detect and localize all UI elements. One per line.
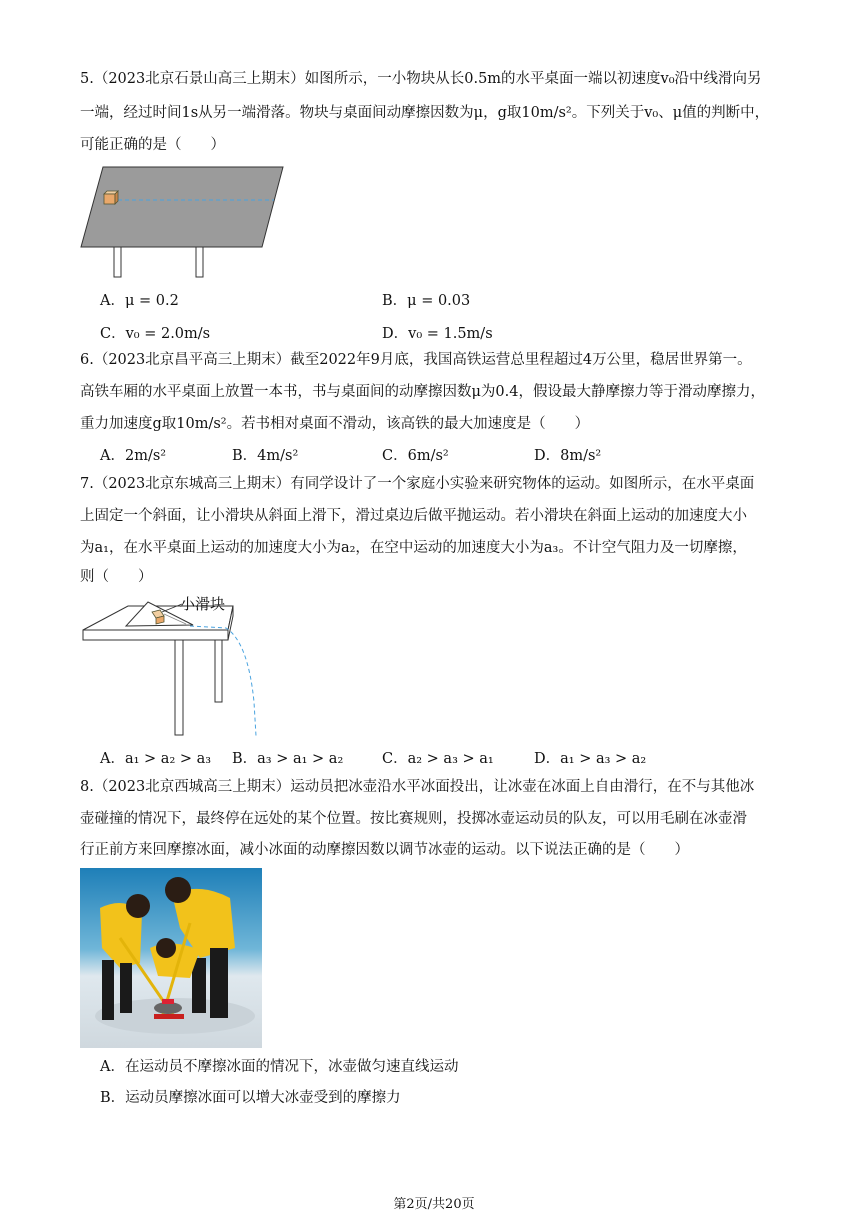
incline-figure [78,592,268,740]
q5-line-2: 一端，经过时间1s从另一端滑落。物块与桌面间动摩擦因数为μ，g取10m/s²。下列关于v₀、μ值的判断中， [80,105,770,121]
q7-line-3: 为a₁，在水平桌面上运动的加速度大小为a₂，在空中运动的加速度大小为a₃。不计空气阻力及一切摩擦， [80,540,747,556]
q7-line-1: 7.（2023北京东城高三上期末）有同学设计了一个家庭小实验来研究物体的运动。如图所示，在水平桌面 [80,476,755,492]
q8-option-a: A．在运动员不摩擦冰面的情况下，冰壶做匀速直线运动 [100,1059,459,1075]
q7-option-b: B．a₃ > a₁ > a₂ [232,751,344,767]
q6-option-d: D．8m/s² [534,448,602,464]
slider-label: 小滑块 [180,595,226,613]
q8-line-1: 8.（2023北京西城高三上期末）运动员把冰壶沿水平冰面投出，让冰壶在冰面上自由滑行，在不与其他冰 [80,779,755,795]
q6-option-a: A．2m/s² [100,448,167,464]
q5-line-3: 可能正确的是（ ） [80,137,225,153]
q5-line-1: 5.（2023北京石景山高三上期末）如图所示，一小物块从长0.5m的水平桌面一端以初速度v₀沿中线滑向另 [80,71,762,87]
q5-option-d: D．v₀ = 1.5m/s [382,326,493,342]
q5-option-c: C．v₀ = 2.0m/s [100,326,211,342]
q6-line-2: 高铁车厢的水平桌面上放置一本书，书与桌面间的动摩擦因数μ为0.4，假设最大静摩擦力等于滑动摩擦力， [80,384,765,400]
q8-option-b: B．运动员摩擦冰面可以增大冰壶受到的摩擦力 [100,1090,401,1106]
q6-option-b: B．4m/s² [232,448,299,464]
q7-option-d: D．a₁ > a₃ > a₂ [534,751,647,767]
q7-option-c: C．a₂ > a₃ > a₁ [382,751,494,767]
page-footer: 第2页/共20页 [393,1197,475,1212]
q8-line-3: 行正前方来回摩擦冰面，减小冰面的动摩擦因数以调节冰壶的运动。以下说法正确的是（ ） [80,842,689,858]
table-figure [78,163,288,281]
small-block [104,191,118,204]
q6-line-1: 6.（2023北京昌平高三上期末）截至2022年9月底，我国高铁运营总里程超过4万公里，稳居世界第一。 [80,352,752,368]
q5-option-b: B．μ = 0.03 [382,293,471,309]
q7-line-2: 上固定一个斜面，让小滑块从斜面上滑下，滑过桌边后做平抛运动。若小滑块在斜面上运动的加速度大小 [80,508,747,524]
q6-line-3: 重力加速度g取10m/s²。若书相对桌面不滑动，该高铁的最大加速度是（ ） [80,416,590,432]
q7-option-a: A．a₁ > a₂ > a₃ [100,751,212,767]
q7-line-4: 则（ ） [80,569,153,585]
q8-line-2: 壶碰撞的情况下，最终停在远处的某个位置。按比赛规则，投掷冰壶运动员的队友，可以用毛刷在冰壶滑 [80,811,747,827]
curling-photo [80,868,262,1048]
q5-option-a: A．μ = 0.2 [100,293,179,309]
q6-option-c: C．6m/s² [382,448,449,464]
